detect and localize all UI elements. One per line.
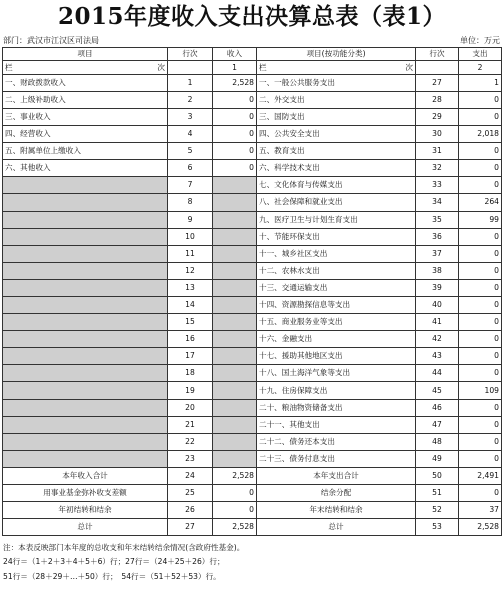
expense-row-no-cell: 30 xyxy=(416,126,459,143)
header-income: 收入 xyxy=(213,48,257,61)
unit-label: 单位：万元 xyxy=(460,36,500,45)
expense-row-no-cell: 50 xyxy=(416,467,459,484)
income-item-cell xyxy=(3,194,168,211)
expense-value-cell: 0 xyxy=(459,160,502,177)
expense-value-cell: 0 xyxy=(459,399,502,416)
table-row xyxy=(3,211,502,228)
income-value-cell xyxy=(213,382,257,399)
income-item-cell: 用事业基金弥补收支差额 xyxy=(3,485,168,502)
index-right-b: 次 xyxy=(405,62,413,72)
income-row-no-cell: 6 xyxy=(168,160,213,177)
expense-value-cell: 2,528 xyxy=(459,519,502,536)
expense-row-no-cell: 36 xyxy=(416,228,459,245)
expense-value-cell: 0 xyxy=(459,365,502,382)
expense-item-cell: 二十三、债务付息支出 xyxy=(257,450,416,467)
expense-item-cell: 二、外交支出 xyxy=(257,91,416,108)
income-value-cell xyxy=(213,211,257,228)
income-row-no-cell: 15 xyxy=(168,314,213,331)
expense-item-cell: 七、文化体育与传媒支出 xyxy=(257,177,416,194)
expense-row-no-cell: 45 xyxy=(416,382,459,399)
expense-value-cell: 109 xyxy=(459,382,502,399)
table-row xyxy=(3,331,502,348)
expense-item-cell: 三、国防支出 xyxy=(257,108,416,125)
table-row xyxy=(3,399,502,416)
table-row xyxy=(3,314,502,331)
income-row-no-cell: 7 xyxy=(168,177,213,194)
expense-value-cell: 0 xyxy=(459,279,502,296)
income-item-cell xyxy=(3,279,168,296)
income-value-cell: 0 xyxy=(213,502,257,519)
income-row-no-cell: 1 xyxy=(168,74,213,91)
header-item: 项目 xyxy=(3,48,168,61)
table-row xyxy=(3,519,502,536)
income-row-no-cell: 25 xyxy=(168,485,213,502)
expense-value-cell: 37 xyxy=(459,502,502,519)
table-row xyxy=(3,382,502,399)
income-row-no-cell: 20 xyxy=(168,399,213,416)
income-value-cell: 0 xyxy=(213,143,257,160)
expense-row-no-cell: 43 xyxy=(416,348,459,365)
income-item-cell xyxy=(3,399,168,416)
table-row xyxy=(3,348,502,365)
table-row xyxy=(3,467,502,484)
expense-value-cell: 0 xyxy=(459,245,502,262)
expense-row-no-cell: 28 xyxy=(416,91,459,108)
table-row xyxy=(3,433,502,450)
expense-item-cell: 八、社会保障和就业支出 xyxy=(257,194,416,211)
table-row xyxy=(3,416,502,433)
expense-item-cell: 二十一、其他支出 xyxy=(257,416,416,433)
income-row-no-cell: 8 xyxy=(168,194,213,211)
income-value-cell xyxy=(213,228,257,245)
table-row xyxy=(3,143,502,160)
income-value-cell xyxy=(213,177,257,194)
expense-item-cell: 十七、援助其他地区支出 xyxy=(257,348,416,365)
income-row-no-cell: 24 xyxy=(168,467,213,484)
footnote-line: 24行＝（1＋2＋3＋4＋5＋6）行；27行＝（24＋25＋26）行； xyxy=(3,557,225,567)
income-row-no-cell: 4 xyxy=(168,126,213,143)
expense-item-cell: 九、医疗卫生与计划生育支出 xyxy=(257,211,416,228)
income-row-no-cell: 3 xyxy=(168,108,213,125)
header-expense: 支出 xyxy=(459,48,502,61)
expense-item-cell: 十三、交通运输支出 xyxy=(257,279,416,296)
header-row-no-2: 行次 xyxy=(416,48,459,61)
expense-row-no-cell: 32 xyxy=(416,160,459,177)
expense-value-cell: 0 xyxy=(459,348,502,365)
income-item-cell xyxy=(3,331,168,348)
income-value-cell xyxy=(213,331,257,348)
income-value-cell: 0 xyxy=(213,160,257,177)
income-row-no-cell: 10 xyxy=(168,228,213,245)
expense-row-no-cell: 41 xyxy=(416,314,459,331)
income-value-cell xyxy=(213,399,257,416)
index-gap-2 xyxy=(416,61,459,74)
expense-item-cell: 十五、商业服务业等支出 xyxy=(257,314,416,331)
income-value-cell xyxy=(213,433,257,450)
expense-value-cell: 0 xyxy=(459,177,502,194)
expense-item-cell: 十八、国土海洋气象等支出 xyxy=(257,365,416,382)
expense-item-cell: 四、公共安全支出 xyxy=(257,126,416,143)
income-value-cell: 0 xyxy=(213,108,257,125)
income-value-cell: 2,528 xyxy=(213,74,257,91)
income-item-cell xyxy=(3,348,168,365)
expense-row-no-cell: 46 xyxy=(416,399,459,416)
income-value-cell: 2,528 xyxy=(213,519,257,536)
expense-row-no-cell: 37 xyxy=(416,245,459,262)
footnotes xyxy=(3,541,244,584)
income-item-cell: 五、附属单位上缴收入 xyxy=(3,143,168,160)
expense-value-cell: 264 xyxy=(459,194,502,211)
income-item-cell: 二、上级补助收入 xyxy=(3,91,168,108)
income-value-cell: 0 xyxy=(213,91,257,108)
income-row-no-cell: 9 xyxy=(168,211,213,228)
income-value-cell xyxy=(213,450,257,467)
income-row-no-cell: 27 xyxy=(168,519,213,536)
income-value-cell xyxy=(213,245,257,262)
income-value-cell: 0 xyxy=(213,485,257,502)
table-row xyxy=(3,194,502,211)
table-index-row xyxy=(3,61,502,74)
expense-value-cell: 0 xyxy=(459,228,502,245)
expense-item-cell: 六、科学技术支出 xyxy=(257,160,416,177)
department-label: 部门：武汉市江汉区司法局 xyxy=(3,36,99,45)
table-row xyxy=(3,108,502,125)
income-item-cell: 六、其他收入 xyxy=(3,160,168,177)
expense-item-cell: 十、节能环保支出 xyxy=(257,228,416,245)
expense-item-cell: 十二、农林水支出 xyxy=(257,262,416,279)
income-item-cell xyxy=(3,365,168,382)
expense-value-cell: 0 xyxy=(459,331,502,348)
table-row xyxy=(3,245,502,262)
footnote-line: 注：本表反映部门本年度的总收支和年末结转结余情况(含政府性基金)。 xyxy=(3,543,245,552)
expense-item-cell: 一、一般公共服务支出 xyxy=(257,74,416,91)
expense-value-cell: 0 xyxy=(459,433,502,450)
table-row xyxy=(3,262,502,279)
income-row-no-cell: 18 xyxy=(168,365,213,382)
expense-value-cell: 2,491 xyxy=(459,467,502,484)
expense-item-cell: 十九、住房保障支出 xyxy=(257,382,416,399)
expense-row-no-cell: 27 xyxy=(416,74,459,91)
income-row-no-cell: 21 xyxy=(168,416,213,433)
income-row-no-cell: 19 xyxy=(168,382,213,399)
expense-value-cell: 0 xyxy=(459,262,502,279)
expense-row-no-cell: 52 xyxy=(416,502,459,519)
income-item-cell xyxy=(3,433,168,450)
report-title: 2015年度收入支出决算总表（表1） xyxy=(57,3,447,30)
income-item-cell xyxy=(3,228,168,245)
income-item-cell xyxy=(3,177,168,194)
income-value-cell: 0 xyxy=(213,126,257,143)
index-left xyxy=(3,61,168,74)
expense-value-cell: 0 xyxy=(459,314,502,331)
table-row xyxy=(3,160,502,177)
income-value-cell: 2,528 xyxy=(213,467,257,484)
table-row xyxy=(3,485,502,502)
expense-value-cell: 0 xyxy=(459,485,502,502)
income-value-cell xyxy=(213,194,257,211)
table-row xyxy=(3,450,502,467)
income-row-no-cell: 13 xyxy=(168,279,213,296)
income-row-no-cell: 2 xyxy=(168,91,213,108)
expense-item-cell: 十四、资源勘探信息等支出 xyxy=(257,297,416,314)
expense-value-cell: 1 xyxy=(459,74,502,91)
income-row-no-cell: 22 xyxy=(168,433,213,450)
expense-item-cell: 总计 xyxy=(257,519,416,536)
index-right xyxy=(257,61,416,74)
index-income-col: 1 xyxy=(213,61,257,74)
expense-row-no-cell: 35 xyxy=(416,211,459,228)
index-left-b: 次 xyxy=(157,62,165,72)
expense-item-cell: 本年支出合计 xyxy=(257,467,416,484)
income-item-cell xyxy=(3,262,168,279)
expense-value-cell: 2,018 xyxy=(459,126,502,143)
income-value-cell xyxy=(213,416,257,433)
expense-row-no-cell: 53 xyxy=(416,519,459,536)
income-item-cell xyxy=(3,245,168,262)
income-value-cell xyxy=(213,297,257,314)
expense-item-cell: 二十二、债务还本支出 xyxy=(257,433,416,450)
income-item-cell: 总计 xyxy=(3,519,168,536)
income-value-cell xyxy=(213,365,257,382)
expense-row-no-cell: 47 xyxy=(416,416,459,433)
expense-item-cell: 年末结转和结余 xyxy=(257,502,416,519)
index-left-a: 栏 xyxy=(5,62,13,72)
expense-value-cell: 99 xyxy=(459,211,502,228)
expense-row-no-cell: 44 xyxy=(416,365,459,382)
expense-row-no-cell: 29 xyxy=(416,108,459,125)
income-row-no-cell: 16 xyxy=(168,331,213,348)
expense-value-cell: 0 xyxy=(459,108,502,125)
income-item-cell xyxy=(3,450,168,467)
income-row-no-cell: 17 xyxy=(168,348,213,365)
table-row xyxy=(3,502,502,519)
table-row xyxy=(3,279,502,296)
table-header-row xyxy=(3,48,502,61)
income-item-cell: 本年收入合计 xyxy=(3,467,168,484)
expense-value-cell: 0 xyxy=(459,143,502,160)
income-row-no-cell: 12 xyxy=(168,262,213,279)
expense-row-no-cell: 39 xyxy=(416,279,459,296)
income-row-no-cell: 5 xyxy=(168,143,213,160)
income-item-cell: 三、事业收入 xyxy=(3,108,168,125)
summary-table xyxy=(2,47,502,536)
index-expense-col: 2 xyxy=(459,61,502,74)
income-value-cell xyxy=(213,279,257,296)
income-item-cell: 一、财政拨款收入 xyxy=(3,74,168,91)
expense-item-cell: 结余分配 xyxy=(257,485,416,502)
expense-value-cell: 0 xyxy=(459,297,502,314)
expense-row-no-cell: 31 xyxy=(416,143,459,160)
expense-row-no-cell: 51 xyxy=(416,485,459,502)
table-row xyxy=(3,177,502,194)
index-right-a: 栏 xyxy=(259,62,267,72)
expense-value-cell: 0 xyxy=(459,450,502,467)
index-gap-1 xyxy=(168,61,213,74)
income-row-no-cell: 23 xyxy=(168,450,213,467)
table-row xyxy=(3,74,502,91)
income-item-cell: 年初结转和结余 xyxy=(3,502,168,519)
table-row xyxy=(3,91,502,108)
expense-item-cell: 五、教育支出 xyxy=(257,143,416,160)
expense-item-cell: 十六、金融支出 xyxy=(257,331,416,348)
expense-item-cell: 十一、城乡社区支出 xyxy=(257,245,416,262)
table-row xyxy=(3,365,502,382)
income-item-cell xyxy=(3,382,168,399)
income-row-no-cell: 11 xyxy=(168,245,213,262)
expense-row-no-cell: 42 xyxy=(416,331,459,348)
income-item-cell xyxy=(3,416,168,433)
income-row-no-cell: 26 xyxy=(168,502,213,519)
income-item-cell xyxy=(3,211,168,228)
table-row xyxy=(3,297,502,314)
expense-row-no-cell: 33 xyxy=(416,177,459,194)
expense-item-cell: 二十、粮油物资储备支出 xyxy=(257,399,416,416)
expense-row-no-cell: 40 xyxy=(416,297,459,314)
income-value-cell xyxy=(213,314,257,331)
header-item-func: 项目(按功能分类) xyxy=(257,48,416,61)
expense-row-no-cell: 38 xyxy=(416,262,459,279)
income-item-cell xyxy=(3,297,168,314)
expense-value-cell: 0 xyxy=(459,416,502,433)
income-value-cell xyxy=(213,262,257,279)
income-item-cell: 四、经营收入 xyxy=(3,126,168,143)
table-row xyxy=(3,126,502,143)
expense-row-no-cell: 48 xyxy=(416,433,459,450)
expense-value-cell: 0 xyxy=(459,91,502,108)
header-row-no: 行次 xyxy=(168,48,213,61)
footnote-line: 51行＝（28＋29＋…＋50）行； 54行＝（51＋52＋53）行。 xyxy=(3,571,221,581)
income-item-cell xyxy=(3,314,168,331)
income-value-cell xyxy=(213,348,257,365)
expense-row-no-cell: 49 xyxy=(416,450,459,467)
expense-row-no-cell: 34 xyxy=(416,194,459,211)
income-row-no-cell: 14 xyxy=(168,297,213,314)
table-row xyxy=(3,228,502,245)
